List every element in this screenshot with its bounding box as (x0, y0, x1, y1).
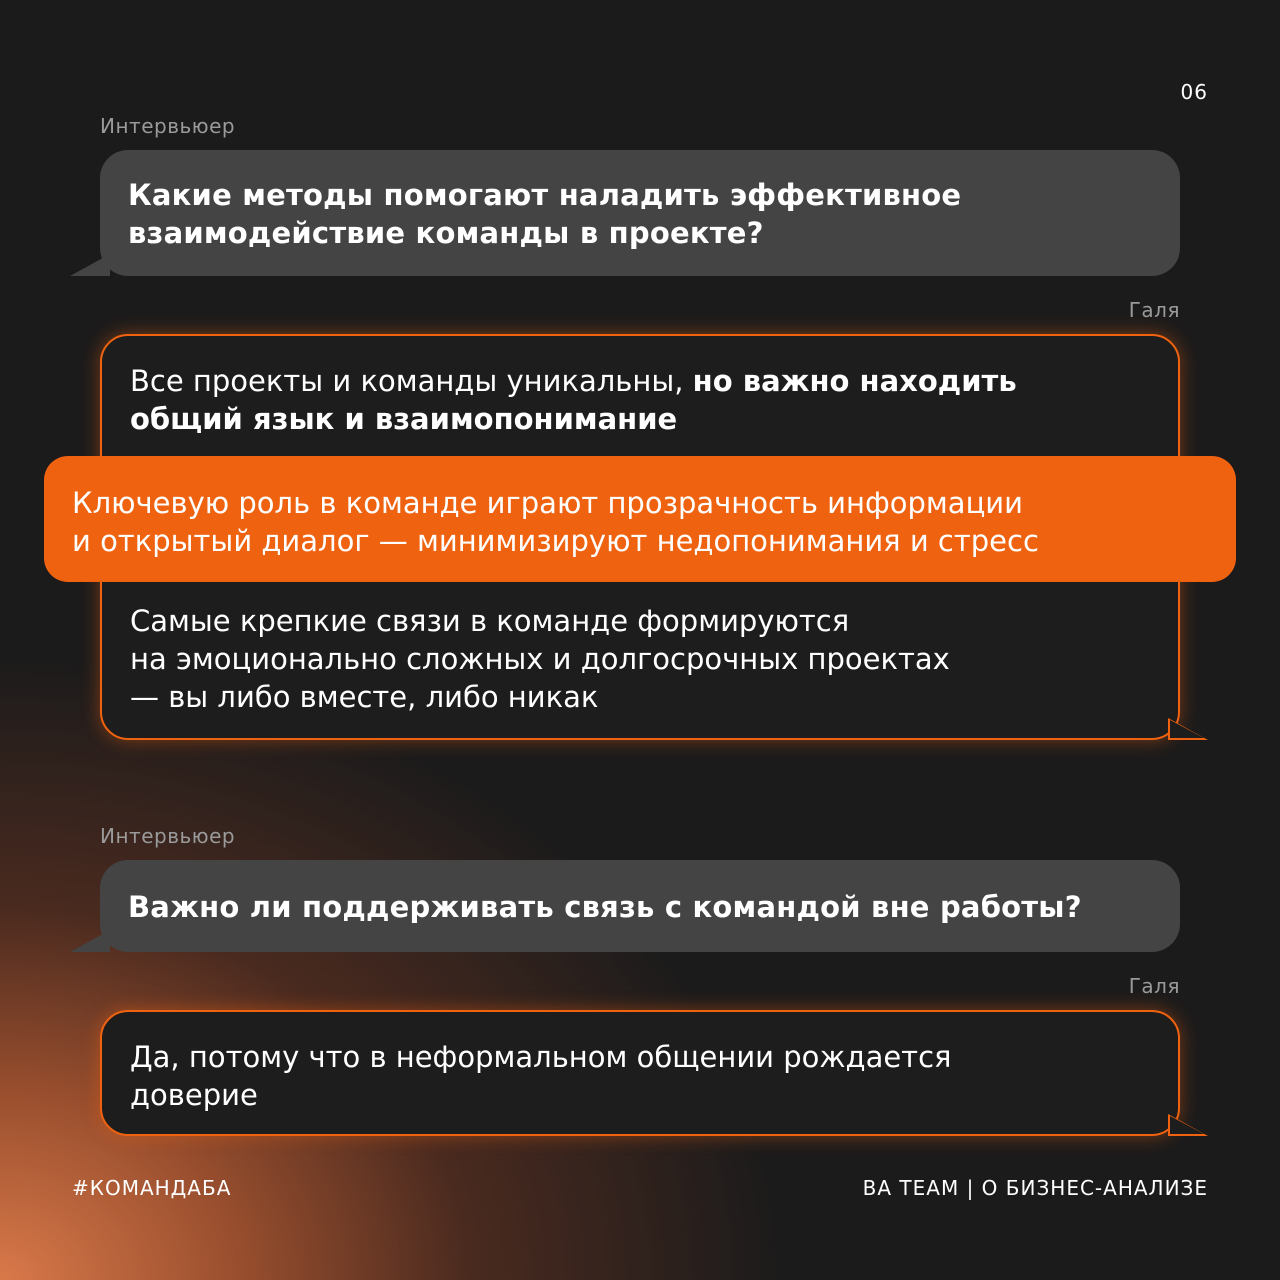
brand-label: BA TEAM | О БИЗНЕС-АНАЛИЗЕ (862, 1176, 1208, 1200)
answer-bold-text: но важно находить (692, 364, 1017, 398)
speaker-label-galya: Галя (1128, 974, 1180, 998)
answer-text-line: на эмоционально сложных и долгосрочных проектах (130, 642, 950, 676)
page-number: 06 (1180, 80, 1208, 104)
highlight-line: и открытый диалог — минимизируют недопонимания и стресс (72, 524, 1039, 558)
speaker-label-galya: Галя (1128, 298, 1180, 322)
hashtag-label: #КОМАНДАБА (72, 1176, 232, 1200)
bubble-tail (70, 930, 110, 952)
answer-text-line: доверие (130, 1078, 258, 1112)
highlight-line: Ключевую роль в команде играют прозрачность информации (72, 486, 1023, 520)
speaker-label-interviewer: Интервьюер (100, 114, 236, 138)
bubble-tail (70, 254, 110, 276)
answer-text-line: Самые крепкие связи в команде формируются (130, 604, 850, 638)
question-line: Какие методы помогают наладить эффективное (128, 178, 962, 212)
answer-bubble (100, 1010, 1180, 1136)
answer-text-line: Да, потому что в неформальном общении рождается (130, 1040, 952, 1074)
answer-text-line (130, 400, 1150, 438)
answer-bold-text: общий язык и взаимопонимание (130, 402, 678, 436)
highlight-callout (44, 456, 1236, 582)
answer-text-line: Все проекты и команды уникальны, но важно находить (130, 364, 1017, 398)
answer-text-line: — вы либо вместе, либо никак (130, 680, 599, 714)
question-bubble-content (100, 150, 1180, 276)
speaker-label-interviewer: Интервьюер (100, 824, 236, 848)
question-line: Важно ли поддерживать связь с командой вне работы? (128, 890, 1082, 924)
question-line: взаимодействие команды в проекте? (128, 216, 764, 250)
question-bubble (100, 860, 1180, 952)
